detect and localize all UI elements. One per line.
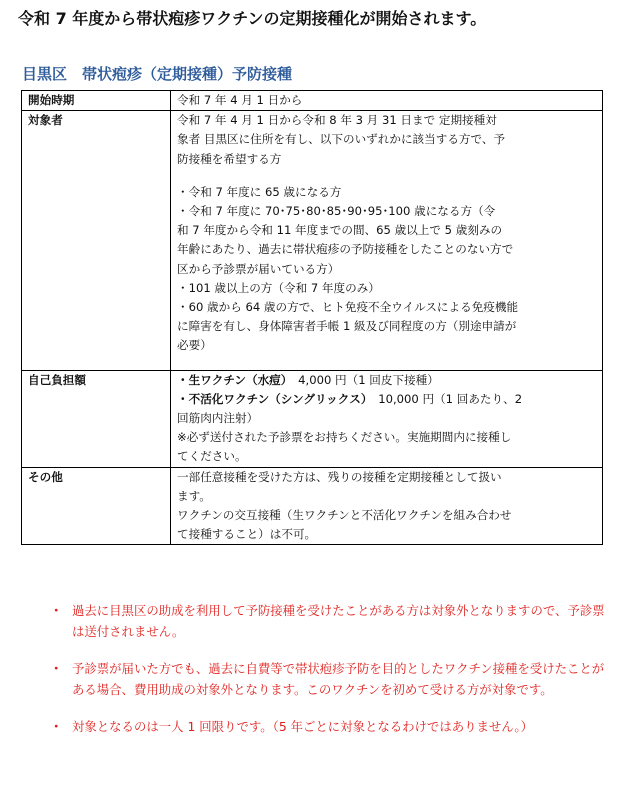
bullet-icon: ・	[50, 719, 63, 734]
eligible-item: 必要）	[177, 338, 212, 353]
other-line: ます。	[177, 488, 211, 503]
note-text: 予診票が届いた方でも、過去に自費等で帯状疱疹予防を目的としたワクチン接種を受けたことがある場合、費用助成の対象外となります。このワクチンを初めて受ける方が対象です。	[72, 661, 605, 697]
inactivated-vaccine-price: 10,000 円（1 回あたり、2	[366, 391, 523, 406]
cost-note: てください。	[177, 449, 247, 464]
eligible-intro-line: 防接種を希望する方	[177, 151, 282, 166]
eligible-item: 和 7 年度から令和 11 年度までの間、65 歳以上で 5 歳刻みの	[177, 223, 503, 238]
note-item	[50, 600, 610, 642]
note-text: 過去に目黒区の助成を利用して予防接種を受けたことがある方は対象外となりますので、予診票は送付されません。	[72, 603, 605, 639]
period-value: 令和 7 年 4 月 1 日から	[171, 91, 603, 111]
cost-label: 自己負担額	[22, 370, 171, 467]
live-vaccine-price: 4,000 円（1 回皮下接種）	[286, 372, 439, 387]
cost-note: ※必ず送付された予診票をお持ちください。実施期間内に接種し	[177, 430, 512, 445]
note-text: 対象となるのは一人 1 回限りです。（5 年ごとに対象となるわけではありません。）	[72, 719, 533, 734]
eligible-label: 対象者	[22, 111, 171, 370]
eligible-item: ・101 歳以上の方（令和 7 年度のみ）	[177, 280, 380, 295]
bullet-icon: ・	[50, 603, 63, 618]
section-title: 目黒区 帯状疱疹（定期接種）予防接種	[22, 65, 293, 83]
table-row-cost	[22, 370, 603, 467]
other-value	[171, 467, 603, 545]
notes-list	[50, 600, 610, 753]
other-label: その他	[22, 467, 171, 545]
inactivated-vaccine-price-cont: 回筋肉内注射）	[177, 411, 259, 426]
eligible-item: ・令和 7 年度に 70･75･80･85･90･95･100 歳になる方（令	[177, 204, 496, 219]
info-table	[21, 90, 603, 545]
live-vaccine-line	[177, 371, 598, 390]
note-item	[50, 716, 610, 737]
table-row-period	[22, 91, 603, 111]
other-line: て接種すること）は不可。	[177, 527, 317, 542]
other-line: ワクチンの交互接種（生ワクチンと不活化ワクチンを組み合わせ	[177, 508, 512, 523]
inactivated-vaccine-name: ・不活化ワクチン（シングリックス）	[177, 391, 367, 406]
inactivated-vaccine-line	[177, 390, 598, 409]
eligible-value	[171, 111, 603, 370]
spacer	[177, 356, 598, 370]
period-label: 開始時期	[22, 91, 171, 111]
eligible-item: ・60 歳から 64 歳の方で、ヒト免疫不全ウイルスによる免疫機能	[177, 300, 519, 315]
eligible-intro-line: 令和 7 年 4 月 1 日から令和 8 年 3 月 31 日まで 定期接種対	[177, 113, 497, 128]
note-item	[50, 658, 610, 700]
eligible-item: ・令和 7 年度に 65 歳になる方	[177, 184, 342, 199]
eligible-item: 年齢にあたり、過去に帯状疱疹の予防接種をしたことのない方で	[177, 242, 514, 257]
eligible-item: に障害を有し、身体障害者手帳 1 級及び同程度の方（別途申請が	[177, 319, 517, 334]
other-line: 一部任意接種を受けた方は、残りの接種を定期接種として扱い	[177, 469, 502, 484]
spacer	[177, 169, 598, 183]
table-row-eligible	[22, 111, 603, 370]
eligible-intro-line: 象者 目黒区に住所を有し、以下のいずれかに該当する方で、予	[177, 132, 506, 147]
table-row-other	[22, 467, 603, 545]
page-headline: 令和 7 年度から帯状疱疹ワクチンの定期接種化が開始されます。	[18, 9, 487, 28]
live-vaccine-name: ・生ワクチン（水痘）	[177, 372, 287, 387]
cost-value	[171, 370, 603, 467]
eligible-item: 区から予診票が届いている方）	[177, 261, 340, 276]
bullet-icon: ・	[50, 661, 63, 676]
